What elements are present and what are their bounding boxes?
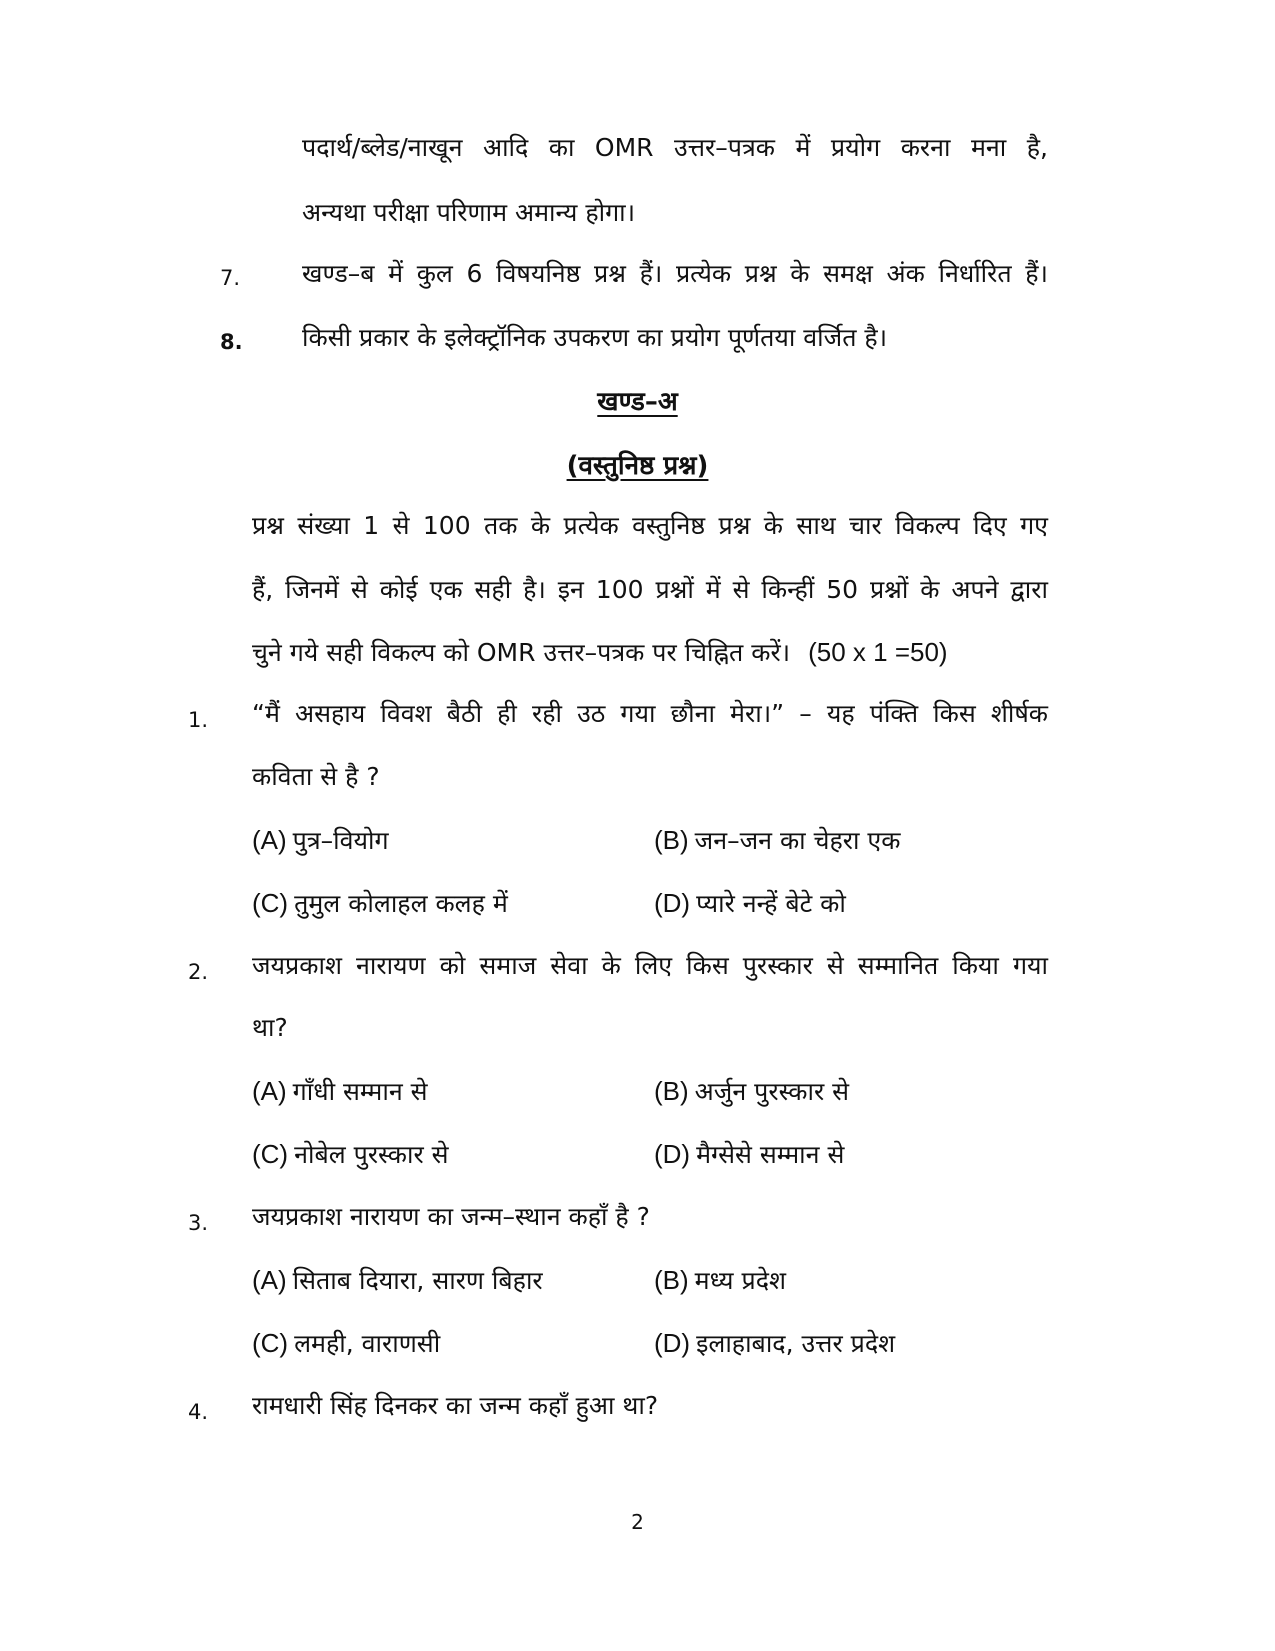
option-b	[654, 1264, 786, 1297]
directions-line-3	[252, 636, 948, 669]
option-d	[654, 887, 846, 920]
option-c	[252, 1327, 440, 1360]
question-number: 4.	[188, 1400, 209, 1424]
intro-line-2: अन्यथा परीक्षा परिणाम अमान्य होगा।	[302, 198, 636, 227]
section-title	[0, 385, 1275, 419]
page-number: 2	[631, 1510, 644, 1534]
question-number: 2.	[188, 960, 209, 984]
option-text: मैग्सेसे सम्मान से	[696, 1140, 845, 1169]
option-label: (B)	[654, 1265, 689, 1295]
option-label: (A)	[252, 825, 287, 855]
option-d	[654, 1327, 895, 1360]
question-text: रामधारी सिंह दिनकर का जन्म कहाँ हुआ था?	[252, 1391, 659, 1420]
option-text: लमही, वाराणसी	[294, 1329, 441, 1358]
option-label: (C)	[252, 1139, 289, 1169]
section-title-text: खण्ड–अ	[597, 387, 678, 417]
option-a	[252, 1075, 428, 1108]
option-text: गाँधी सम्मान से	[292, 1077, 428, 1106]
question-number: 1.	[188, 708, 209, 732]
option-text: तुमुल कोलाहल कलह में	[294, 889, 508, 918]
intro-line-1: पदार्थ/ब्लेड/नाखून आदि का OMR उत्तर–पत्रक में प्रयोग करना मना है,	[302, 133, 1048, 162]
option-label: (D)	[654, 888, 691, 918]
section-subtitle-text: (वस्तुनिष्ठ प्रश्न)	[566, 451, 709, 481]
instruction-text: खण्ड–ब में कुल 6 विषयनिष्ठ प्रश्न हैं। प्रत्येक प्रश्न के समक्ष अंक निर्धारित हैं।	[302, 259, 1048, 288]
option-text: मध्य प्रदेश	[694, 1266, 786, 1295]
option-label: (A)	[252, 1265, 287, 1295]
marks-label: (50 x 1 =50)	[808, 637, 948, 667]
option-d	[654, 1138, 844, 1171]
instruction-number: 8.	[220, 330, 243, 354]
option-text: पुत्र–वियोग	[292, 826, 389, 855]
option-label: (C)	[252, 1328, 289, 1358]
option-c	[252, 1138, 449, 1171]
option-label: (D)	[654, 1139, 691, 1169]
instruction-text: किसी प्रकार के इलेक्ट्रॉनिक उपकरण का प्रयोग पूर्णतया वर्जित है।	[302, 323, 888, 352]
question-text: जयप्रकाश नारायण का जन्म–स्थान कहाँ है ?	[252, 1202, 650, 1231]
option-label: (B)	[654, 825, 689, 855]
option-text: इलाहाबाद, उत्तर प्रदेश	[696, 1329, 896, 1358]
option-text: प्यारे नन्हें बेटे को	[696, 889, 846, 918]
option-a	[252, 1264, 543, 1297]
option-text: अर्जुन पुरस्कार से	[694, 1077, 850, 1106]
option-label: (B)	[654, 1076, 689, 1106]
option-b	[654, 1075, 849, 1108]
section-subtitle	[0, 449, 1275, 483]
option-label: (D)	[654, 1328, 691, 1358]
question-text-cont: कविता से है ?	[252, 762, 380, 791]
question-text: जयप्रकाश नारायण को समाज सेवा के लिए किस पुरस्कार से सम्मानित किया गया	[252, 951, 1048, 980]
question-text-cont: था?	[252, 1013, 288, 1042]
directions-line-2: हैं, जिनमें से कोई एक सही है। इन 100 प्रश्नों में से किन्हीं 50 प्रश्नों के अपने द्वारा	[252, 575, 1048, 604]
directions-text: चुने गये सही विकल्प को OMR उत्तर–पत्रक पर चिह्नित करें।	[252, 638, 791, 667]
directions-line-1: प्रश्न संख्या 1 से 100 तक के प्रत्येक वस्तुनिष्ठ प्रश्न के साथ चार विकल्प दिए गए	[252, 511, 1048, 540]
option-text: सिताब दियारा, सारण बिहार	[292, 1266, 543, 1295]
question-number: 3.	[188, 1211, 209, 1235]
option-b	[654, 824, 900, 857]
instruction-number: 7.	[220, 266, 241, 290]
option-c	[252, 887, 508, 920]
option-a	[252, 824, 389, 857]
option-label: (A)	[252, 1076, 287, 1106]
option-text: नोबेल पुरस्कार से	[294, 1140, 449, 1169]
question-text: “मैं असहाय विवश बैठी ही रही उठ गया छौना मेरा।” – यह पंक्ति किस शीर्षक	[252, 699, 1048, 728]
option-text: जन–जन का चेहरा एक	[694, 826, 901, 855]
option-label: (C)	[252, 888, 289, 918]
